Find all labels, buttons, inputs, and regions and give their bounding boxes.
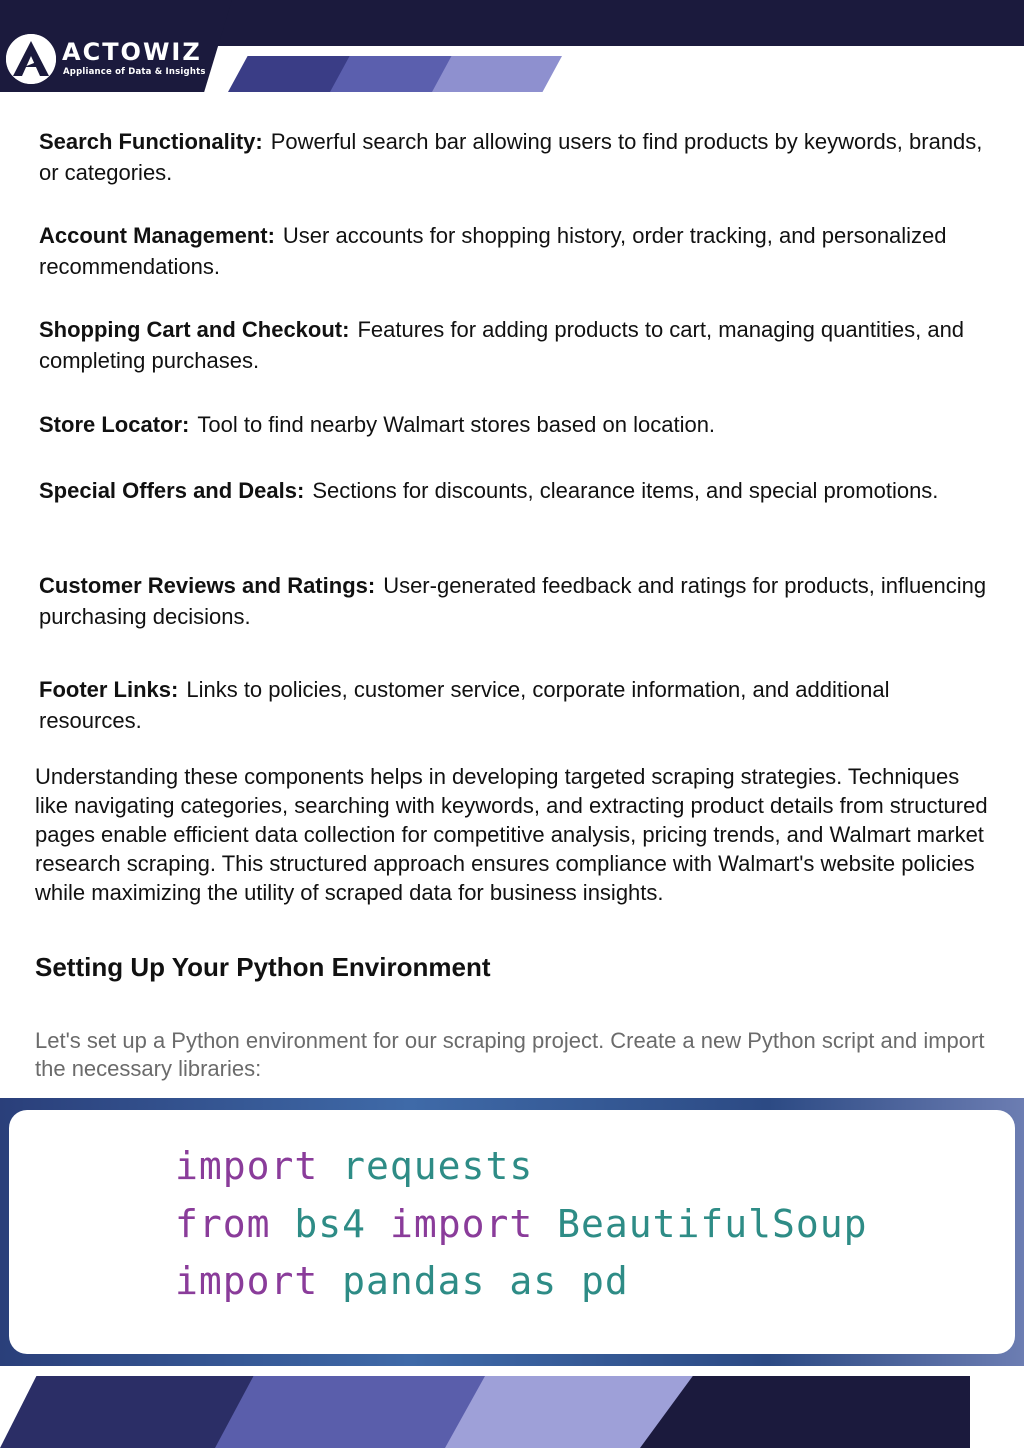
feature-item	[39, 570, 989, 632]
code-line	[175, 1202, 868, 1246]
feature-label: Store Locator:	[39, 412, 190, 437]
brand-tagline: Appliance of Data & Insights	[63, 67, 206, 77]
code-keyword: import	[175, 1144, 319, 1188]
feature-text: Tool to find nearby Walmart stores based on location.	[197, 412, 716, 437]
feature-label: Search Functionality:	[39, 129, 263, 154]
feature-label: Footer Links:	[39, 677, 179, 702]
code-module: bs4	[294, 1202, 367, 1246]
code-module: BeautifulSoup	[557, 1202, 868, 1246]
feature-text: Sections for discounts, clearance items, and special promotions.	[312, 478, 939, 503]
feature-label: Customer Reviews and Ratings:	[39, 573, 376, 598]
code-keyword: import	[175, 1259, 319, 1303]
feature-text: Links to policies, customer service, corporate information, and additional resources.	[39, 677, 890, 733]
feature-text: Powerful search bar allowing users to find products by keywords, brands, or categories.	[39, 129, 983, 185]
feature-item	[39, 674, 989, 736]
code-block	[9, 1110, 1015, 1354]
footer-stripe	[640, 1376, 970, 1448]
feature-item	[39, 314, 989, 376]
feature-item	[39, 126, 989, 188]
feature-label: Special Offers and Deals:	[39, 478, 305, 503]
feature-label: Shopping Cart and Checkout:	[39, 317, 350, 342]
logo-mark-icon	[6, 34, 56, 84]
feature-item	[39, 409, 989, 440]
section-intro: Let's set up a Python environment for our scraping project. Create a new Python script and import the necessary libraries:	[35, 1028, 985, 1081]
code-keyword: import	[389, 1202, 534, 1246]
page-footer	[0, 1376, 1024, 1448]
brand-name: ACTOWIZ	[62, 38, 202, 66]
feature-label: Account Management:	[39, 223, 275, 248]
code-line	[175, 1144, 533, 1188]
code-keyword: from	[175, 1202, 271, 1246]
code-module: requests	[342, 1144, 534, 1188]
code-alias: pd	[581, 1259, 629, 1303]
feature-text: User-generated feedback and ratings for products, influencing purchasing decisions.	[39, 573, 987, 629]
feature-text: Features for adding products to cart, managing quantities, and completing purchases.	[39, 317, 965, 373]
feature-item	[39, 220, 989, 282]
brand-logo	[6, 32, 216, 88]
page-header	[0, 0, 1024, 100]
code-module: pandas	[342, 1259, 486, 1303]
code-line	[175, 1259, 629, 1303]
code-panel	[0, 1098, 1024, 1366]
header-stripe	[432, 56, 562, 92]
footer-stripe	[215, 1376, 490, 1448]
feature-text: User accounts for shopping history, order tracking, and personalized recommendations.	[39, 223, 947, 279]
code-keyword: as	[509, 1259, 558, 1303]
body-paragraph: Understanding these components helps in developing targeted scraping strategies. Techniques like navigating categories, searching with keywords, and extracting product details from structured pages enable efficient data collection for competitive analysis, pricing trends, and Walmart market research scraping. This structured approach ensures compliance with Walmart's website policies while maximizing the utility of scraped data for business insights.	[35, 764, 988, 905]
section-heading: Setting Up Your Python Environment	[35, 952, 491, 982]
feature-item	[39, 475, 989, 506]
